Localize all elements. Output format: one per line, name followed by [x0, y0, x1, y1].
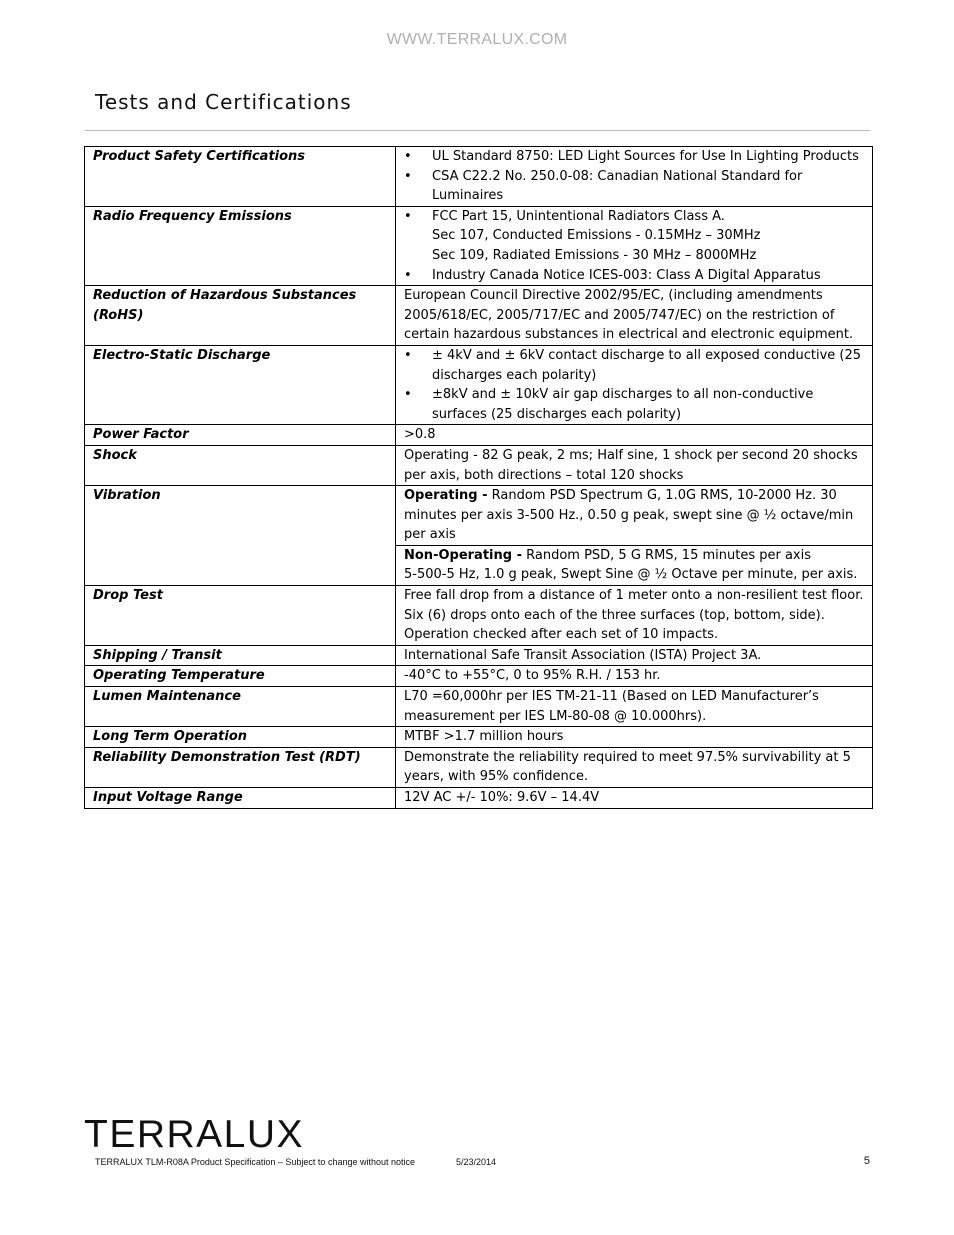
non-operating-line-2: 5-500-5 Hz, 1.0 g peak, Swept Sine @ ½ Octave per minute, per axis.: [404, 567, 858, 583]
site-watermark: WWW.TERRALUX.COM: [386, 31, 568, 48]
row-label: Radio Frequency Emissions: [85, 206, 396, 285]
row-value: [396, 206, 873, 285]
list-item: • Industry Canada Notice ICES-003: Class A Digital Apparatus: [404, 266, 864, 286]
table-row: [85, 345, 873, 424]
list-item: • ± 4kV and ± 6kV contact discharge to all exposed conductive (25 discharges each polarity): [404, 346, 864, 385]
table-row: [85, 586, 873, 646]
row-label: Drop Test: [85, 586, 396, 646]
sub-line: Sec 109, Radiated Emissions - 30 MHz – 8000MHz: [432, 247, 757, 263]
bullet-list: [404, 147, 864, 206]
title-divider: [85, 130, 870, 131]
row-label: Lumen Maintenance: [85, 687, 396, 727]
row-label: Input Voltage Range: [85, 788, 396, 809]
table-row: [85, 486, 873, 546]
row-value: [396, 147, 873, 207]
row-label: Reduction of Hazardous Substances (RoHS): [85, 286, 396, 346]
list-item: • CSA C22.2 No. 250.0-08: Canadian National Standard for Luminaires: [404, 167, 864, 206]
page-number: 5: [863, 1155, 870, 1167]
row-value: Free fall drop from a distance of 1 meter onto a non-resilient test floor. Six (6) drops onto each of the three surfaces (top, bottom, side). Operation checked after each set of 10 impacts.: [396, 586, 873, 646]
non-operating-lead: Non-Operating -: [404, 547, 522, 563]
list-item: • UL Standard 8750: LED Light Sources for Use In Lighting Products: [404, 147, 864, 167]
bullet-list: [404, 207, 864, 227]
bullet-list: [404, 266, 864, 286]
sub-line: Sec 107, Conducted Emissions - 0.15MHz – 30MHz: [432, 228, 761, 244]
list-item: • ±8kV and ± 10kV air gap discharges to all non-conductive surfaces (25 discharges each polarity): [404, 385, 864, 424]
row-value: International Safe Transit Association (ISTA) Project 3A.: [396, 645, 873, 666]
row-value: L70 =60,000hr per IES TM-21-11 (Based on LED Manufacturer’s measurement per IES LM-80-08 @ 10.000hrs).: [396, 687, 873, 727]
row-value-non-operating: [396, 545, 873, 585]
row-value: >0.8: [396, 425, 873, 446]
row-value: Operating - 82 G peak, 2 ms; Half sine, 1 shock per second 20 shocks per axis, both directions – total 120 shocks: [396, 445, 873, 485]
table-row: [85, 206, 873, 285]
page-title: Tests and Certifications: [95, 90, 352, 114]
table-row: [85, 425, 873, 446]
row-label: Long Term Operation: [85, 727, 396, 748]
row-value: -40°C to +55°C, 0 to 95% R.H. / 153 hr.: [396, 666, 873, 687]
table-row: [85, 687, 873, 727]
terralux-logo: TERRALUX: [84, 1113, 305, 1156]
row-value: MTBF >1.7 million hours: [396, 727, 873, 748]
row-label: Electro-Static Discharge: [85, 345, 396, 424]
operating-text: Random PSD Spectrum G, 1.0G RMS, 10-2000 Hz. 30 minutes per axis 3-500 Hz., 0.50 g peak, swept sine @ ½ octave/min per axis: [404, 488, 854, 543]
table-row: [85, 147, 873, 207]
row-label: Operating Temperature: [85, 666, 396, 687]
row-value: 12V AC +/- 10%: 9.6V – 14.4V: [396, 788, 873, 809]
table-row: [85, 445, 873, 485]
row-value: [396, 345, 873, 424]
row-value: Demonstrate the reliability required to meet 97.5% survivability at 5 years, with 95% confidence.: [396, 747, 873, 787]
footer-spec-text: TERRALUX TLM-R08A Product Specification – Subject to change without notice: [95, 1157, 416, 1167]
table-row: [85, 666, 873, 687]
non-operating-line: [404, 546, 864, 566]
row-label: Power Factor: [85, 425, 396, 446]
row-label: Reliability Demonstration Test (RDT): [85, 747, 396, 787]
table-row: [85, 788, 873, 809]
footer-date: 5/23/2014: [456, 1157, 497, 1167]
row-value: European Council Directive 2002/95/EC, (including amendments 2005/618/EC, 2005/717/EC and 2005/747/EC) on the restriction of certain hazardous substances in electrical and electronic equipment.: [396, 286, 873, 346]
row-label: Shock: [85, 445, 396, 485]
table-row: [85, 286, 873, 346]
row-label: Shipping / Transit: [85, 645, 396, 666]
row-label: Product Safety Certifications: [85, 147, 396, 207]
specifications-table: [84, 146, 873, 809]
row-value-operating: [396, 486, 873, 546]
operating-lead: Operating -: [404, 488, 488, 504]
table-row: [85, 747, 873, 787]
non-operating-text: Random PSD, 5 G RMS, 15 minutes per axis: [521, 547, 812, 563]
table-row: [85, 727, 873, 748]
bullet-list: [404, 346, 864, 424]
table-row: [85, 645, 873, 666]
list-item: • FCC Part 15, Unintentional Radiators Class A.: [404, 207, 864, 227]
row-label: Vibration: [85, 486, 396, 586]
